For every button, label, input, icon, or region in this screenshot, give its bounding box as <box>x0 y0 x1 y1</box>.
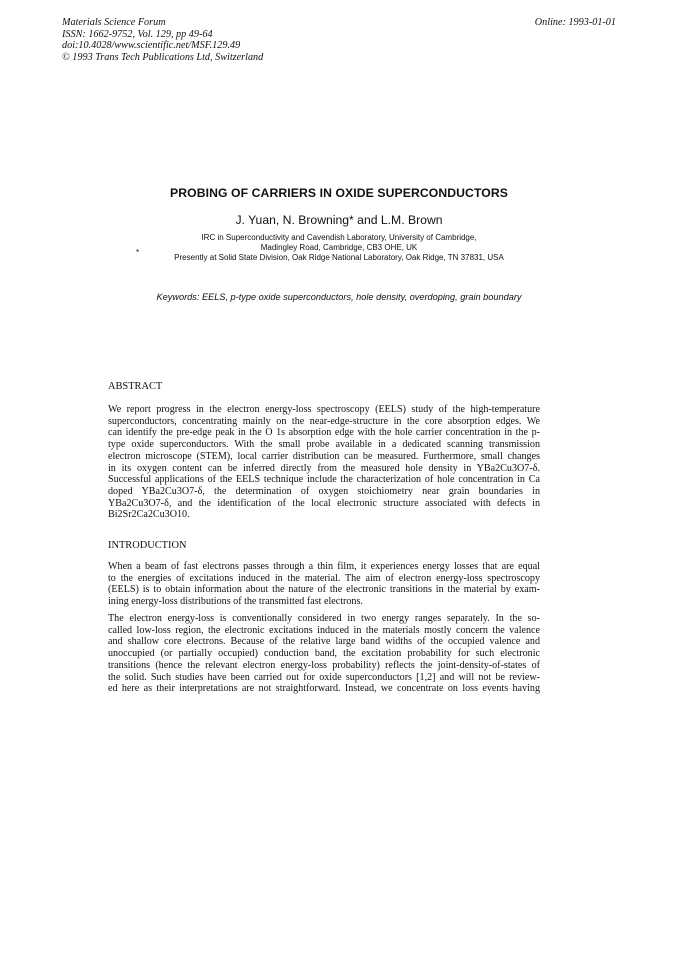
abstract-line: in its oxygen content can be inferred directly from the measured hole density in YBa2Cu3O7-δ. <box>108 462 540 474</box>
header-journal: Materials Science Forum <box>62 17 166 28</box>
introduction-heading: INTRODUCTION <box>108 540 187 551</box>
paper-title: PROBING OF CARRIERS IN OXIDE SUPERCONDUCTORS <box>169 186 508 200</box>
abstract-line: electron microscope (STEM), local carrier distribution can be measured. Furthermore, small changes <box>108 450 540 462</box>
publication-header <box>62 17 263 63</box>
header-doi: doi:10.4028/www.scientific.net/MSF.129.49 <box>62 40 241 52</box>
introduction-paragraph-2 <box>108 613 540 695</box>
header-issn: ISSN: 1662-9752, Vol. 129, pp 49-64 <box>62 28 213 40</box>
affiliation-line-3: Presently at Solid State Division, Oak Ridge National Laboratory, Oak Ridge, TN 37831, USA <box>174 253 504 262</box>
abstract-line: We report progress in the electron energy-loss spectroscopy (EELS) study of the high-temperature <box>108 404 540 415</box>
paragraph-line: When a beam of fast electrons passes through a thin film, it experiences energy losses that are equal <box>108 561 540 572</box>
keywords: Keywords: EELS, p-type oxide superconductors, hole density, overdoping, grain boundary <box>156 292 522 302</box>
affiliation-line-2: Madingley Road, Cambridge, CB3 OHE, UK <box>260 243 418 252</box>
paragraph-line: the solid. Such studies have been carried out for oxide superconductors [1,2] and will not be review- <box>108 671 540 683</box>
abstract-line: Successful applications of the EELS technique include the characterization of hole concentration in Ca <box>108 474 540 486</box>
abstract-line: type oxide superconductors. With the small probe available in a dedicated scanning transmission <box>108 439 540 451</box>
paragraph-line: ining energy-loss distributions of the transmitted fast electrons. <box>108 596 363 608</box>
paragraph-line: unoccupied (or partially occupied) conduction band, the excitation probability for such electronic <box>108 648 540 660</box>
paragraph-line: and shallow core electrons. Because of the relative large band widths of the occupied valence and <box>108 636 540 648</box>
abstract-heading: ABSTRACT <box>108 381 163 392</box>
authors: J. Yuan, N. Browning* and L.M. Brown <box>235 213 443 227</box>
abstract-line: superconductors, concentrating mainly on the near-edge-structure in the core absorption edges. We <box>108 415 540 427</box>
affiliation-line-1: IRC in Superconductivity and Cavendish Laboratory, University of Cambridge, <box>201 233 477 242</box>
abstract-body <box>108 404 540 521</box>
paragraph-line: The electron energy-loss is conventionally considered in two energy ranges separately. In the so- <box>108 613 540 624</box>
abstract-line: can identify the pre-edge peak in the O 1s absorption edge with the hole carrier concentration in the p- <box>108 427 540 439</box>
paragraph-line: to the energies of excitations induced in the material. The aim of electron energy-loss spectroscopy <box>108 572 540 584</box>
header-copyright: © 1993 Trans Tech Publications Ltd, Switzerland <box>62 51 264 63</box>
abstract-line: Bi2Sr2Ca2Cu3O10. <box>108 509 190 521</box>
online-date: Online: 1993-01-01 <box>534 17 616 28</box>
affiliation-asterisk: * <box>136 248 140 257</box>
paragraph-line: called low-loss region, the electronic excitations induced in the materials mostly concern the valence <box>108 624 540 636</box>
abstract-line: doped YBa2Cu3O7-δ, the determination of oxygen stoichiometry near grain boundaries in <box>108 485 540 497</box>
paragraph-line: transitions (hence the relevant electron energy-loss probability) reflects the joint-density-of-states of <box>108 659 540 671</box>
paragraph-line: ed here as their interpretations are not straightforward. Instead, we concentrate on loss events having <box>108 683 540 695</box>
introduction-paragraph-1 <box>108 561 540 608</box>
paragraph-line: (EELS) is to obtain information about the nature of the electronic transitions in the material by exam- <box>108 584 540 596</box>
abstract-line: YBa2Cu3O7-δ, and the identification of the local electronic structure associated with defects in <box>108 497 540 509</box>
